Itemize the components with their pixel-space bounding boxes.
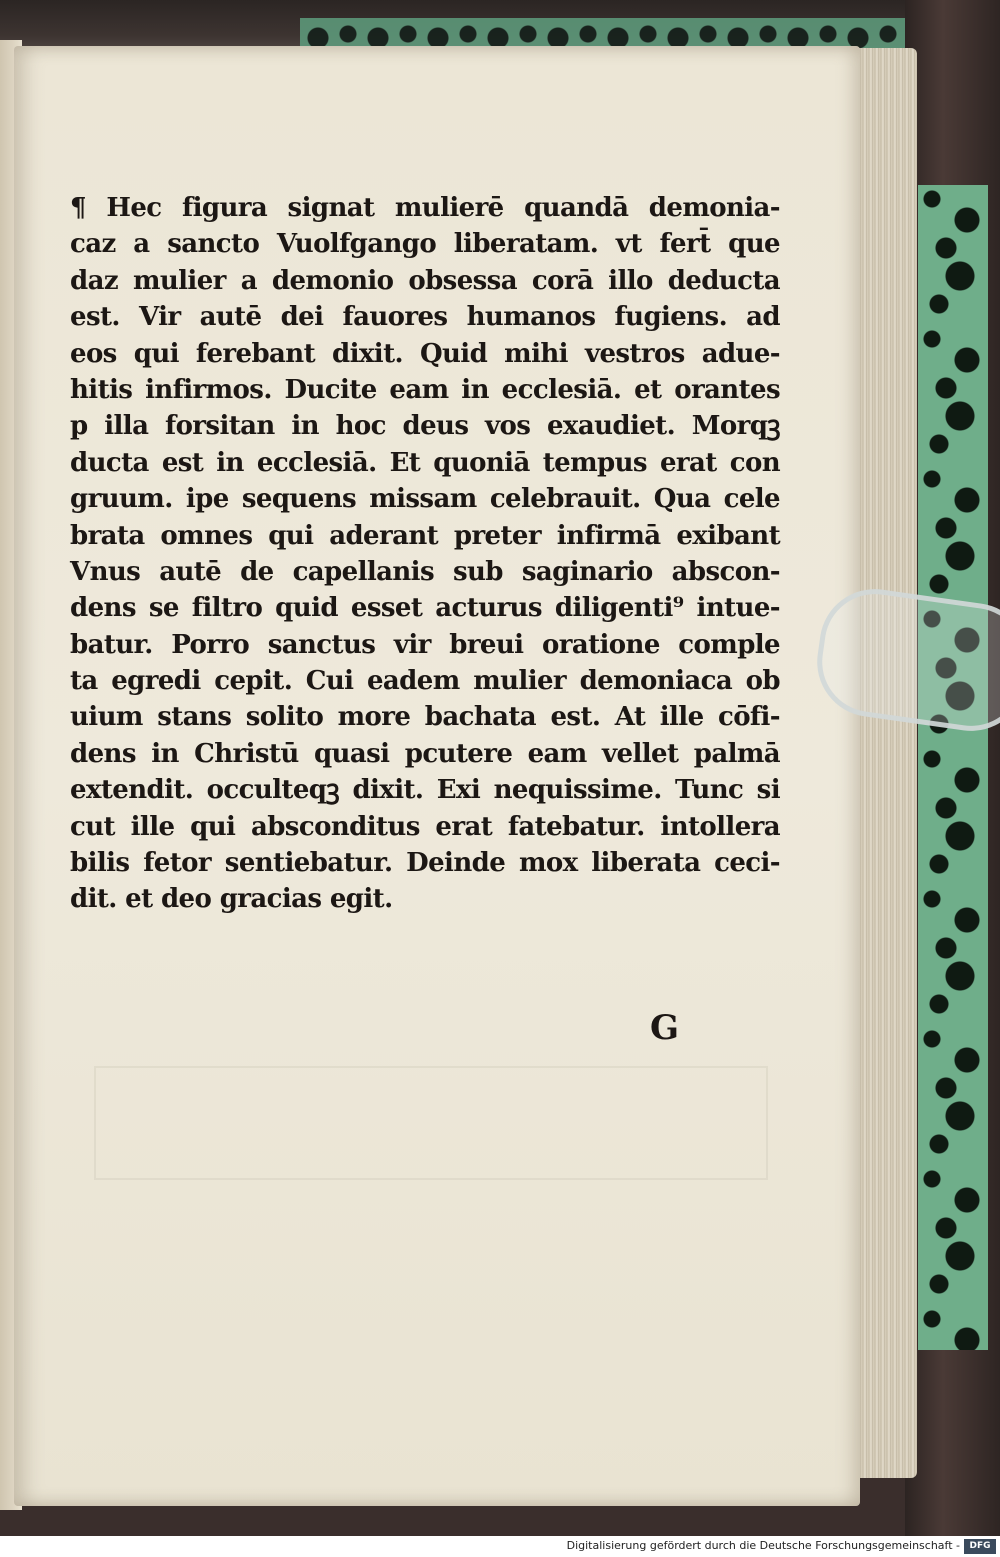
text-line: eos qui ferebant dixit. Quid mihi vestros adue- [70, 338, 780, 369]
text-line: dens se filtro quid esset acturus diligenti⁹ intue- [70, 593, 780, 624]
page-text [70, 190, 780, 918]
text-line: extendit. occulteqꝫ dixit. Exi nequissime. Tunc si [70, 775, 780, 806]
text-line: daz mulier a demonio obsessa corā illo deducta [70, 265, 780, 296]
marbled-endpaper-right [918, 185, 988, 1350]
text-line: caz a sancto Vuolfgango liberatam. vt fert̄ que [70, 229, 780, 260]
text-line: ducta est in ecclesiā. Et quoniā tempus erat con [70, 447, 780, 478]
text-line: brata omnes qui aderant preter infirmā exibant [70, 520, 780, 551]
text-line: Vnus autē de capellanis sub saginario abscon- [70, 556, 780, 587]
text-line: dit. et deo gracias egit. [70, 884, 393, 915]
show-through-woodcut [94, 1066, 768, 1180]
signature-mark: G [650, 1008, 680, 1048]
footer-bar [0, 1536, 1000, 1557]
text-line: dens in Christū quasi pcutere eam vellet palmā [70, 738, 780, 769]
page-edges [855, 48, 917, 1478]
text-line: ¶ Hec figura signat mulierē quandā demonia- [70, 193, 780, 223]
funding-text: Digitalisierung gefördert durch die Deutsche Forschungsgemeinschaft - [566, 1539, 960, 1552]
text-line: est. Vir autē dei fauores humanos fugiens. ad [70, 302, 780, 333]
text-line: bilis fetor sentiebatur. Deinde mox liberata ceci- [70, 848, 780, 879]
text-line: hitis infirmos. Ducite eam in ecclesiā. et orantes [70, 374, 780, 405]
text-line: ta egredi cepit. Cui eadem mulier demoniaca ob [70, 666, 780, 697]
text-line: cut ille qui absconditus erat fatebatur. intollera [70, 811, 780, 842]
text-line: batur. Porro sanctus vir breui oratione comple [70, 629, 780, 660]
text-line: uium stans solito more bachata est. At ille cōfi- [70, 702, 780, 733]
dfg-logo: DFG [964, 1539, 996, 1554]
text-line: p illa forsitan in hoc deus vos exaudiet. Morqꝫ [70, 411, 780, 442]
text-line: gruum. ipe sequens missam celebrauit. Qua cele [70, 484, 780, 515]
